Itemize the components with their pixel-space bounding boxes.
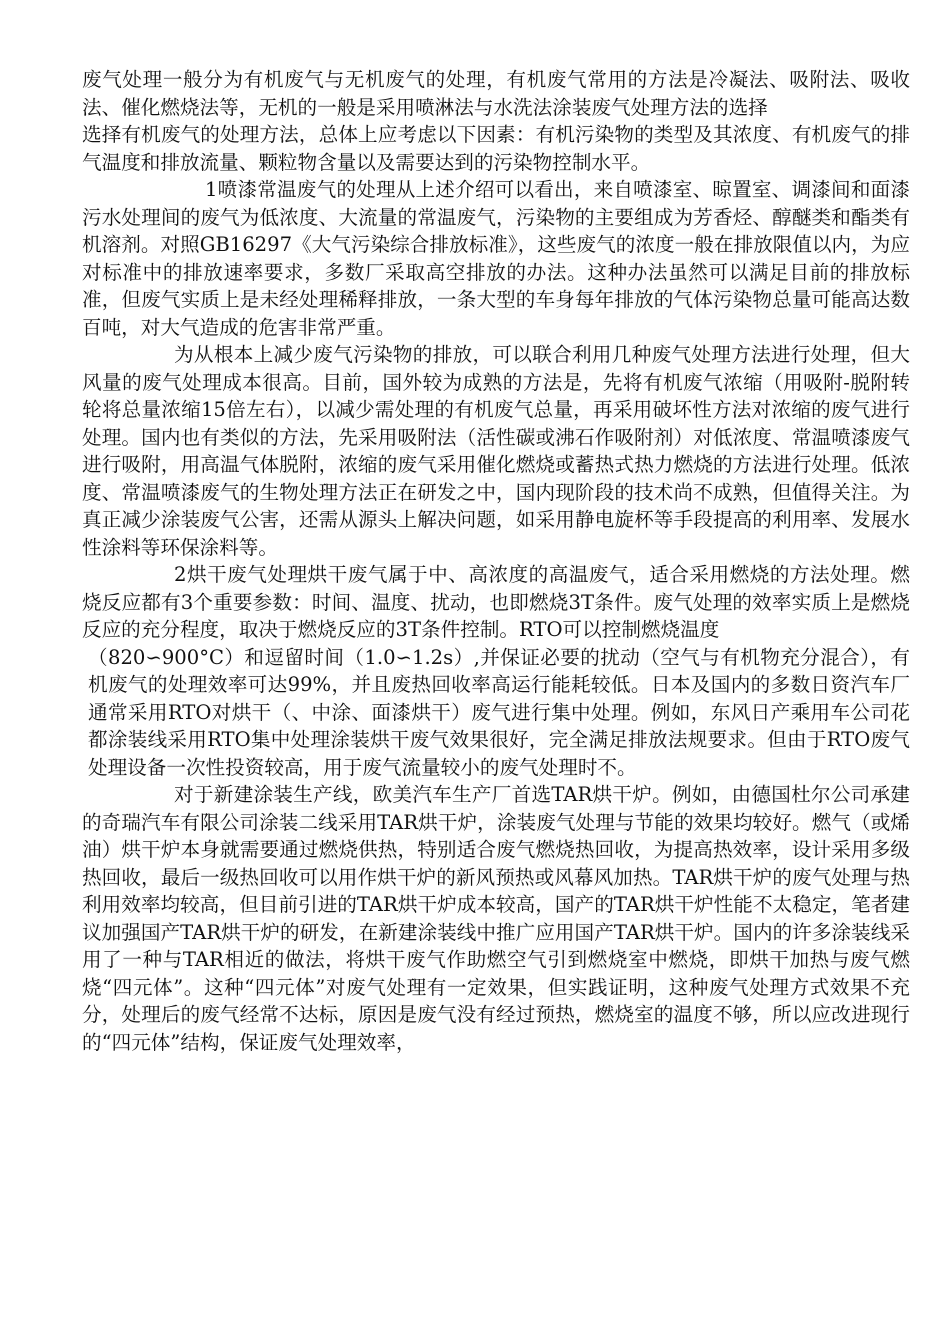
paragraph-reduction: 为从根本上减少废气污染物的排放，可以联合利用几种废气处理方法进行处理，但大风量的废气处理成本很高。目前，国外较为成熟的方法是，先将有机废气浓缩（用吸附-脱附转轮将总量浓缩15倍左右），以减少需处理的有机废气总量，再采用破坏性方法对浓缩的废气进行处理。国内也有类似的方法，先采用吸附法（活性碳或沸石作吸附剂）对低浓度、常温喷漆废气进行吸附，用高温气体脱附，浓缩的废气采用催化燃烧或蓄热式热力燃烧的方法进行处理。低浓度、常温喷漆废气的生物处理方法正在研发之中，国内现阶段的技术尚不成熟，但值得关注。为真正减少涂装废气公害，还需从源头上解决问题，如采用静电旋杯等手段提高的利用率、发展水性涂料等环保涂料等。 bbox=[82, 343, 910, 559]
paragraph-intro: 废气处理一般分为有机废气与无机废气的处理，有机废气常用的方法是冷凝法、吸附法、吸收法、催化燃烧法等，无机的一般是采用喷淋法与水洗法涂装废气处理方法的选择 bbox=[82, 68, 910, 119]
paragraph-selection: 选择有机废气的处理方法，总体上应考虑以下因素：有机污染物的类型及其浓度、有机废气的排气温度和排放流量、颗粒物含量以及需要达到的污染物控制水平。 bbox=[82, 123, 910, 174]
paragraph-rto: （820∽900°C）和逗留时间（1.0∽1.2s）,并保证必要的扰动（空气与有机物充分混合），有机废气的处理效率可达99%，并且废热回收率高运行能耗较低。日本及国内的多数日资汽车厂通常采用RTO对烘干（、中涂、面漆烘干）废气进行集中处理。例如，东风日产乘用车公司花都涂装线采用RTO集中处理涂装烘干废气效果很好，完全满足排放法规要求。但由于RTO废气处理设备一次性投资较高，用于废气流量较小的废气处理时不。 bbox=[88, 645, 910, 779]
paragraph-drying: 2烘干废气处理烘干废气属于中、高浓度的高温废气，适合采用燃烧的方法处理。燃烧反应都有3个重要参数：时间、温度、扰动，也即燃烧3T条件。废气处理的效率实质上是燃烧反应的充分程度，取决于燃烧反应的3T条件控制。RTO可以控制燃烧温度 bbox=[82, 563, 910, 641]
paragraph-tar: 对于新建涂装生产线，欧美汽车生产厂首选TAR烘干炉。例如，由德国杜尔公司承建的奇瑞汽车有限公司涂装二线采用TAR烘干炉，涂装废气处理与节能的效果均较好。燃气（或烯油）烘干炉本身就需要通过燃烧供热，特别适合废气燃烧热回收，为提高热效率，设计采用多级热回收，最后一级热回收可以用作烘干炉的新风预热或风幕风加热。TAR烘干炉的废气处理与热利用效率均较高，但目前引进的TAR烘干炉成本较高，国产的TAR烘干炉性能不太稳定，笔者建议加强国产TAR烘干炉的研发，在新建涂装线中推广应用国产TAR烘干炉。国内的许多涂装线采用了一种与TAR相近的做法，将烘干废气作助燃空气引到燃烧室中燃烧，即烘干加热与废气燃烧“四元体”。这种“四元体”对废气处理有一定效果，但实践证明，这种废气处理方式效果不充分，处理后的废气经常不达标，原因是废气没有经过预热，燃烧室的温度不够，所以应改进现行的“四元体”结构，保证废气处理效率， bbox=[82, 783, 910, 1054]
paragraph-spray-paint: 1喷漆常温废气的处理从上述介绍可以看出，来自喷漆室、晾置室、调漆间和面漆污水处理间的废气为低浓度、大流量的常温废气，污染物的主要组成为芳香烃、醇醚类和酯类有机溶剂。对照GB16297《大气污染综合排放标准》，这些废气的浓度一般在排放限值以内，为应对标准中的排放速率要求，多数厂采取高空排放的办法。这种办法虽然可以满足目前的排放标准，但废气实质上是未经处理稀释排放，一条大型的车身每年排放的气体污染物总量可能高达数百吨，对大气造成的危害非常严重。 bbox=[82, 178, 910, 339]
